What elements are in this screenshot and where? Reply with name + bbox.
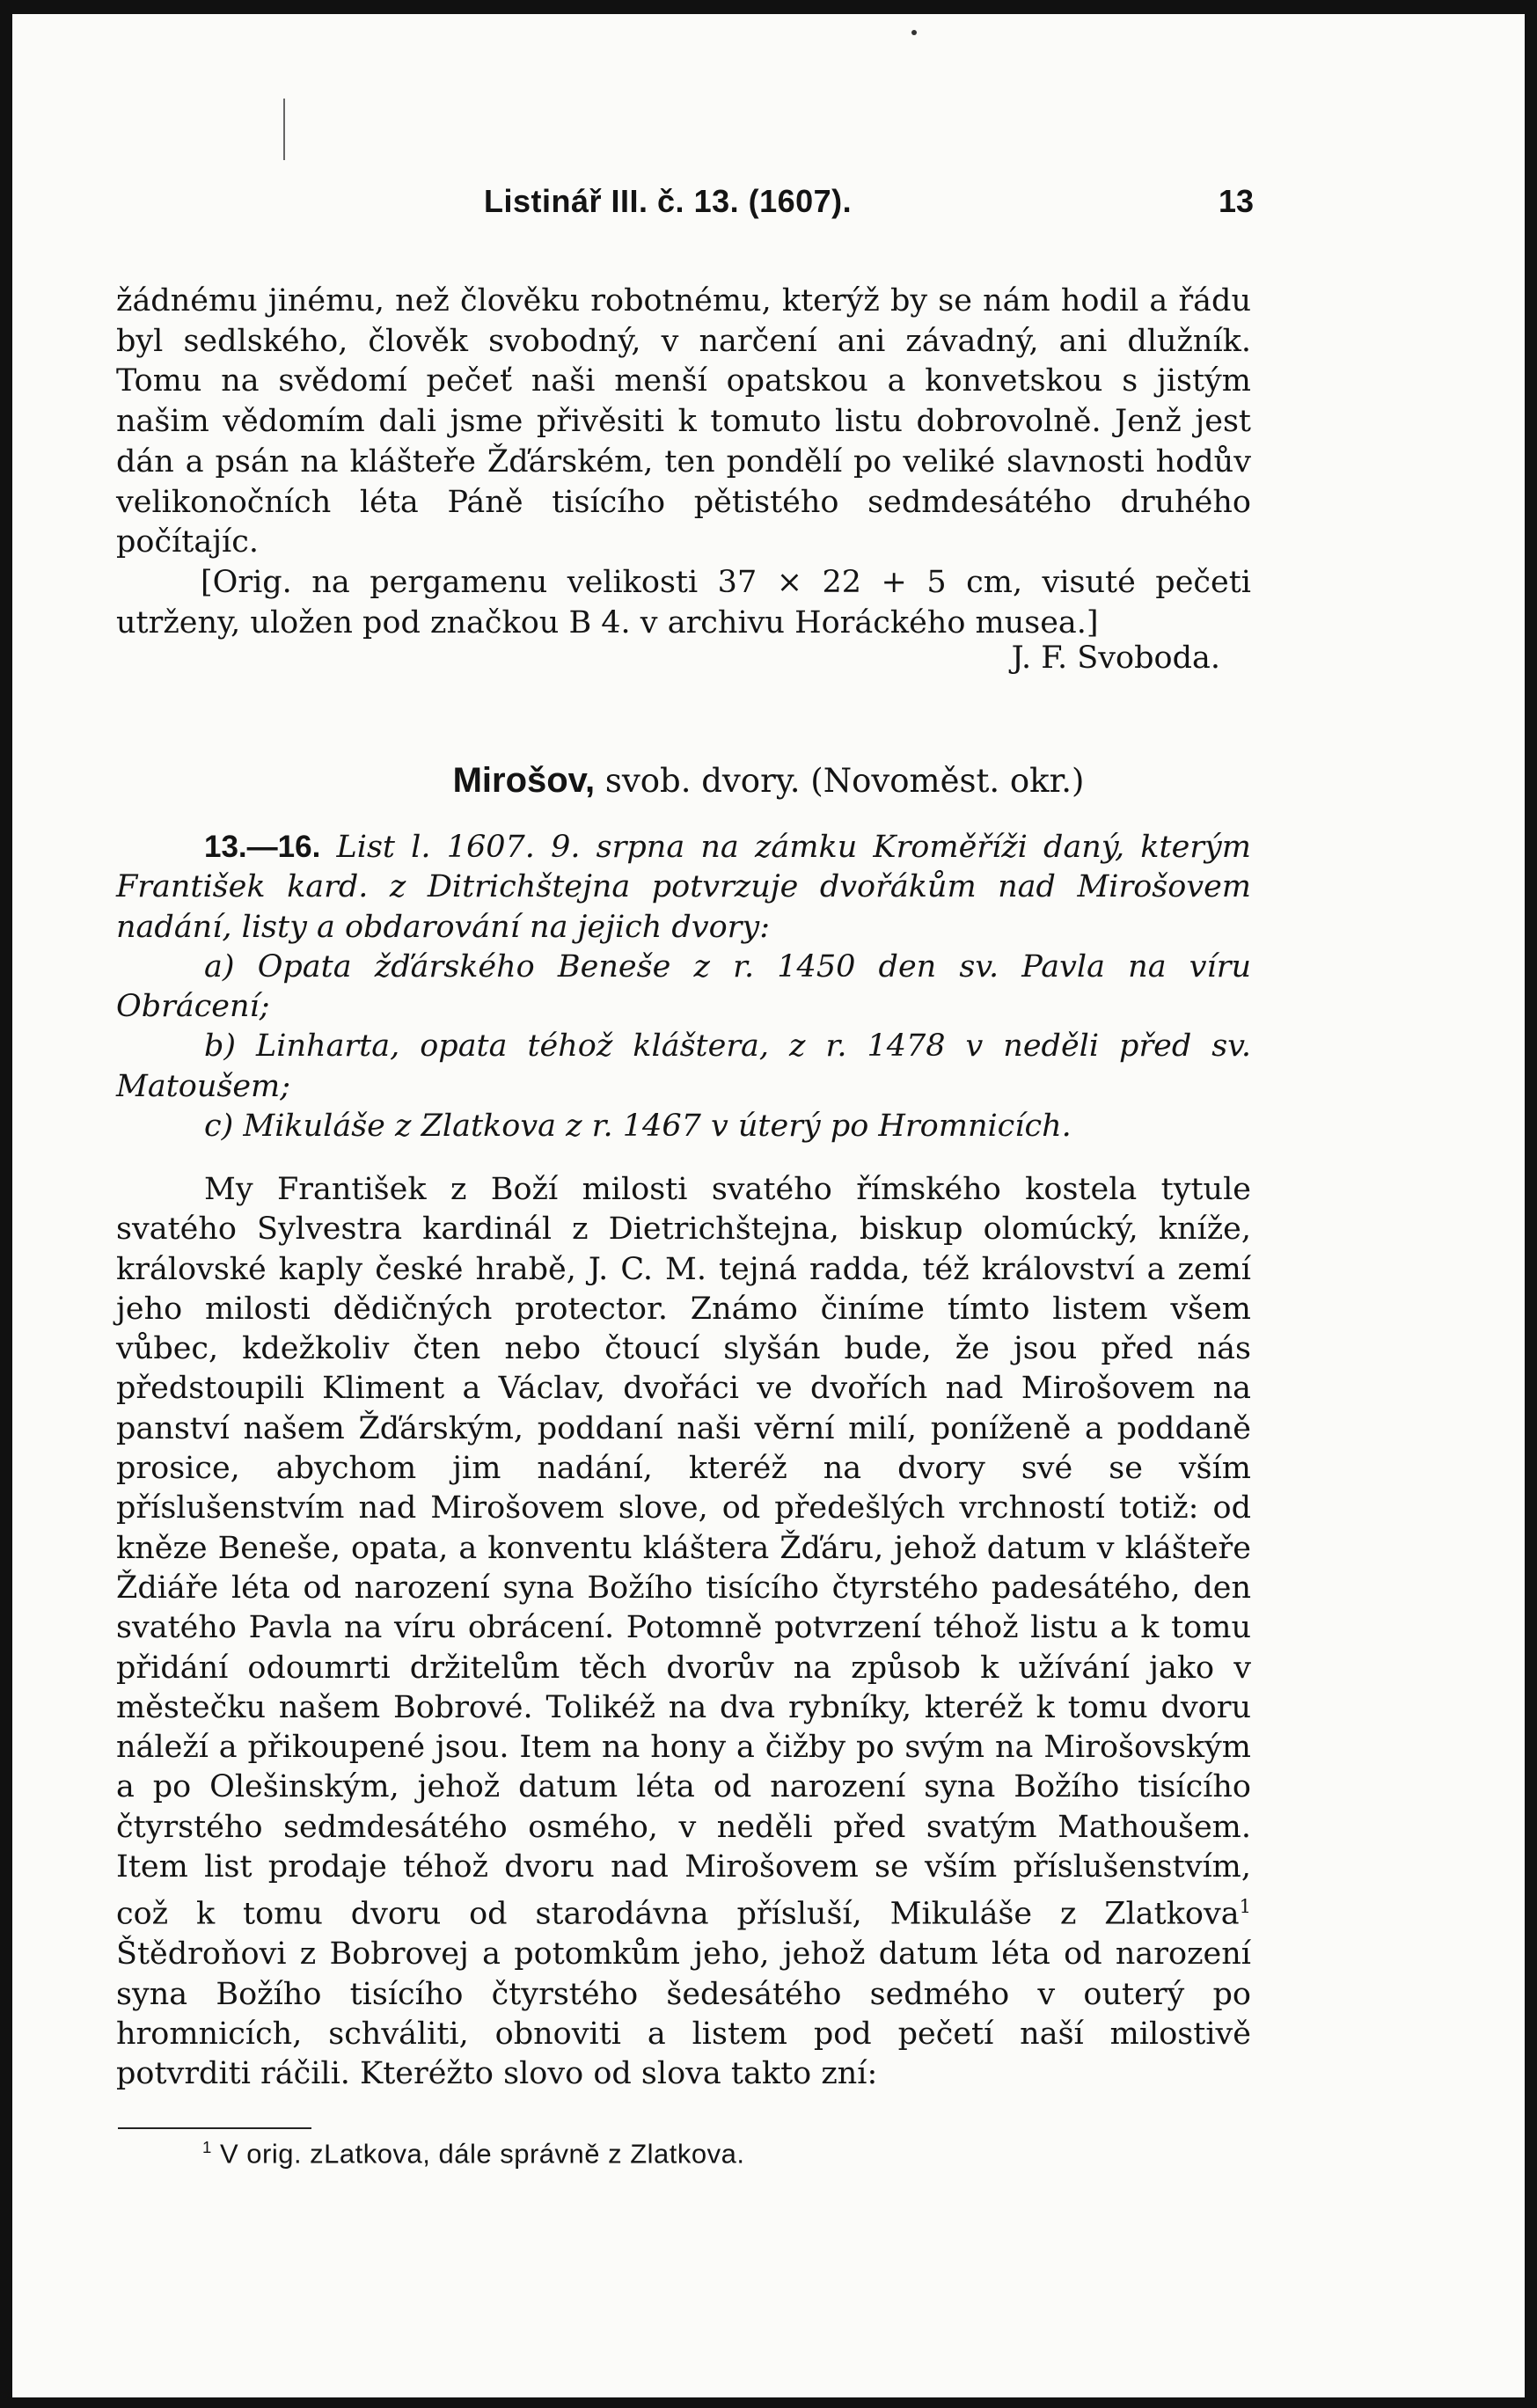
regest-intro: List l. 1607. 9. srpna na zámku Kroměříži daný, kterým František kard. z Ditrichštejna potvrzuje dvořákům nad Mirošovem nadání, listy a obdarování na jejich dvory:: [116, 830, 1251, 945]
document-number: 13.—16.: [204, 830, 321, 864]
scan-border-left: [0, 0, 12, 2408]
scan-border-bottom: [0, 2397, 1537, 2408]
footnote-text: V orig. zLatkova, dále správně z Zlatkova.: [219, 2138, 745, 2170]
page-number: 13: [1219, 183, 1255, 219]
scan-border-right: [1525, 0, 1537, 2408]
charter-text-part1: My František z Boží milosti svatého římského kostela tytule svatého Sylvestra kardinál z Dietrichštejna, biskup olomúcký, kníže, královské kaply české hrabě, J. C. M. tejná radda, též království a zemí jeho milosti dědičných protector. Známo činíme tímto listem všem vůbec, kdežkoliv čten nebo čtoucí slyšán bude, že jsou před nás předstoupili Kliment a Václav, dvořáci ve dvořích nad Mirošovem na panství našem Žďárským, poddaní naši věrní milí, poníženě a poddaně prosice, abychom jim nadání, kteréž na dvory své se vším příslušenstvím nad Mirošovem slove, od předešlých vrchností totiž: od kněze Beneše, opata, a konventu kláštera Žďáru, jehož datum v klášteře Ždiáře léta od narození syna Božího tisícího čtyrstého padesátého, den svatého Pavla na víru obrácení. Potomně potvrzení téhož listu a k tomu přidání odoumrti držitelům těch dvorův na způsob k užívání jako v městečku našem Bobrové. Tolikéž na dva rybníky, kteréž k tomu dvoru náleží a přikoupené jsou. Item na hony a čižby po svým na Mirošovským a po Olešinským, jehož datum léta od narození syna Božího tisícího čtyrstého sedmdesátého osmého, v neděli před svatým Mathoušem. Item list prodaje téhož dvoru nad Mirošovem se vším příslušenstvím, což k tomu dvoru od starodávna přísluší, Mikuláše z Zlatkova: [116, 1172, 1251, 1932]
regest-intro-line: [116, 827, 1251, 948]
section-description: svob. dvory. (Novoměst. okr.): [604, 762, 1085, 800]
regest-item-b: b) Linharta, opata téhož kláštera, z r. 1478 v neděli před sv. Matoušem;: [116, 1028, 1251, 1104]
footnote-mark: 1: [202, 2138, 212, 2156]
charter-text: [116, 1170, 1251, 2094]
regest: [116, 827, 1251, 1146]
previous-document-ending: žádnému jinému, než člověku robotnému, kterýž by se nám hodil a řádu byl sedlského, člověk svobodný, v narčení ani závadný, ani dlužník. Tomu na svědomí pečeť naši menší opatskou a konvetskou s jistým našim vědomím dali jsme přivěsiti k tomuto listu dobrovolně. Jenž jest dán a psán na klášteře Žďárském, ten pondělí po veliké slavnosti hodův velikonočních léta Páně tisícího pětistého sedmdesátého druhého počítajíc.: [116, 283, 1251, 560]
scan-speck: [911, 30, 917, 35]
footnote: [202, 2138, 744, 2170]
archive-note: [Orig. na pergamenu velikosti 37 × 22 + 5 cm, visuté pečeti utrženy, uložen pod značkou B 4. v archivu Horáckého musea.]: [116, 565, 1251, 640]
charter-text-part2: Štědroňovi z Bobrovej a potomkům jeho, jehož datum léta od narození syna Božího tisícího čtyrstého šedesátého sedmého v outerý po hromnicích, schváliti, obnoviti a listem pod pečetí naší milostivě potvrditi ráčili. Kteréžto slovo od slova takto zní:: [116, 1936, 1251, 2092]
regest-item-c: c) Mikuláše z Zlatkova z r. 1467 v úterý po Hromnicích.: [204, 1109, 1072, 1145]
regest-item-a: a) Opata žďárského Beneše z r. 1450 den sv. Pavla na víru Obrácení;: [116, 948, 1251, 1025]
running-title: Listinář III. č. 13. (1607).: [484, 183, 853, 219]
section-name: Mirošov,: [452, 761, 596, 800]
footnote-divider: [118, 2127, 311, 2129]
editor-signature: J. F. Svoboda.: [1011, 640, 1220, 676]
scan-mark: [283, 99, 285, 160]
scan-border-top: [0, 0, 1537, 14]
footnote-reference[interactable]: 1: [1239, 1896, 1251, 1918]
section-heading: [0, 761, 1537, 801]
